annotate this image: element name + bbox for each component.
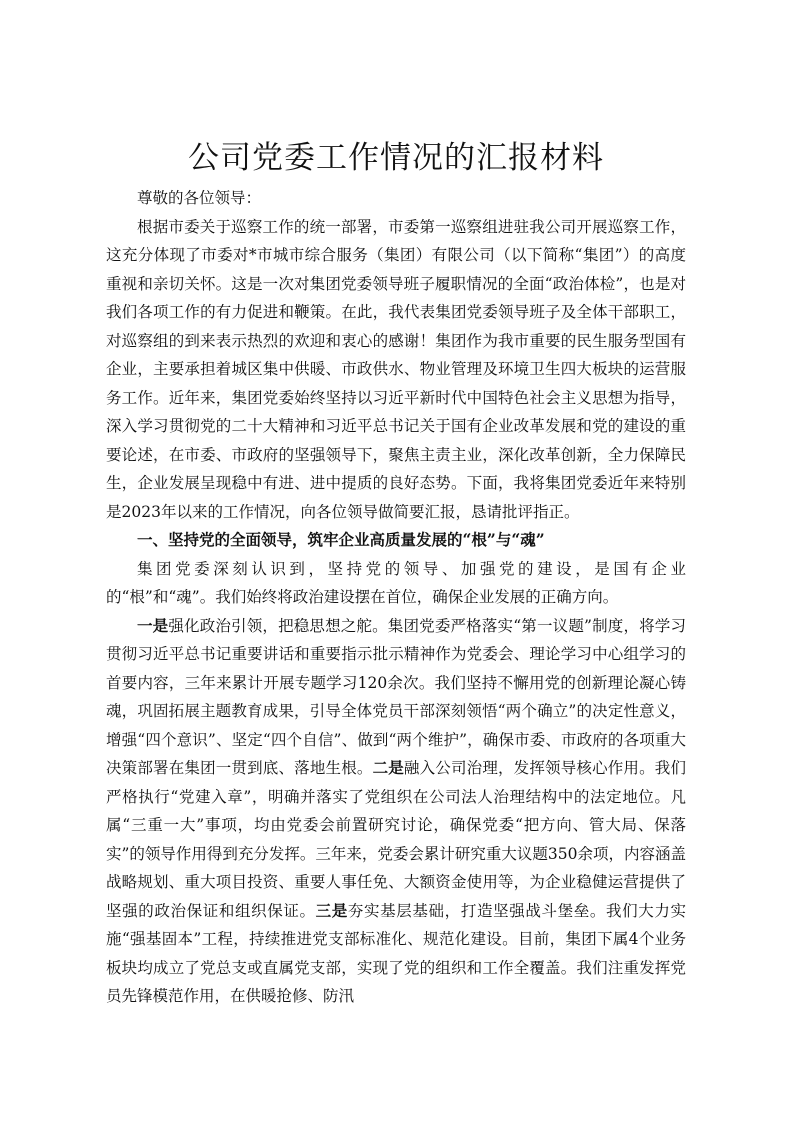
intro-paragraph: 根据市委关于巡察工作的统一部署，市委第一巡察组进驻我公司开展巡察工作，这充分体现了市委对*市城市综合服务（集团）有限公司（以下简称“集团”）的高度重视和亲切关怀。这是一次对集团党委领导班子履职情况的全面“政治体检”，也是对我们各项工作的有力促进和鞭策。在此，我代表集团党委领导班子及全体干部职工，对巡察组的到来表示热烈的欢迎和衷心的感谢！集团作为我市重要的民生服务型国有企业，主要承担着城区集中供暖、市政供水、物业管理及环境卫生四大板块的运营服务工作。近年来，集团党委始终坚持以习近平新时代中国特色社会主义思想为指导，深入学习贯彻党的二十大精神和习近平总书记关于国有企业改革发展和党的建设的重要论述，在市委、市政府的坚强领导下，聚焦主责主业，深化改革创新，全力保障民生，企业发展呈现稳中有进、进中提质的良好态势。下面，我将集团党委近年来特别是2023年以来的工作情况，向各位领导做简要汇报，恳请批评指正。	[106, 217, 686, 521]
section-heading-1: 一、坚持党的全面领导，筑牢企业高质量发展的“根”与“魂”	[137, 530, 545, 549]
point-1-label: 一是	[137, 615, 169, 635]
point-3-text: 夯实基层基础，打造坚强战斗堡垒。我们大力实施“强基固本”工程，持续推进党支部标准化、规范化建设。目前，集团下属4个业务板块均成立了党总支或直属党支部，实现了党的组织和工作全覆盖。我们注重发挥党员先锋模范作用，在供暖抢修、防汛	[106, 901, 686, 1005]
point-3-label: 三是	[315, 900, 348, 920]
point-2-label: 二是	[372, 758, 404, 777]
point-2-text: 融入公司治理，发挥领导核心作用。我们严格执行“党建入章”，明确并落实了党组织在公司法人治理结构中的法定地位。凡属“三重一大”事项，均由党委会前置研究讨论，确保党委“把方向、管大局、保落实”的领导作用得到充分发挥。三年来，党委会累计研究重大议题350余项，内容涵盖战略规划、重大项目投资、重要人事任免、大额资金使用等，为企业稳健运营提供了坚强的政治保证和组织保证。	[106, 759, 687, 920]
section-1-points-paragraph	[106, 612, 686, 1011]
salutation: 尊敬的各位领导：	[137, 189, 262, 207]
document-title: 公司党委工作情况的汇报材料	[188, 140, 604, 176]
section-1-paragraph: 集团党委深刻认识到，坚持党的领导、加强党的建设，是国有企业的“根”和“魂”。我们始终将政治建设摆在首位，确保企业发展的正确方向。	[106, 559, 686, 606]
document-body	[106, 136, 686, 1011]
point-1-text: 强化政治引领，把稳思想之舵。集团党委严格落实“第一议题”制度，将学习贯彻习近平总书记重要讲话和重要指示批示精神作为党委会、理论学习中心组学习的首要内容，三年来累计开展专题学习120余次。我们坚持不懈用党的创新理论凝心铸魂，巩固拓展主题教育成果，引导全体党员干部深刻领悟“两个确立”的决定性意义，增强“四个意识”、坚定“四个自信”、做到“两个维护”，确保市委、市政府的各项重大决策部署在集团一贯到底、落地生根。	[106, 616, 686, 777]
